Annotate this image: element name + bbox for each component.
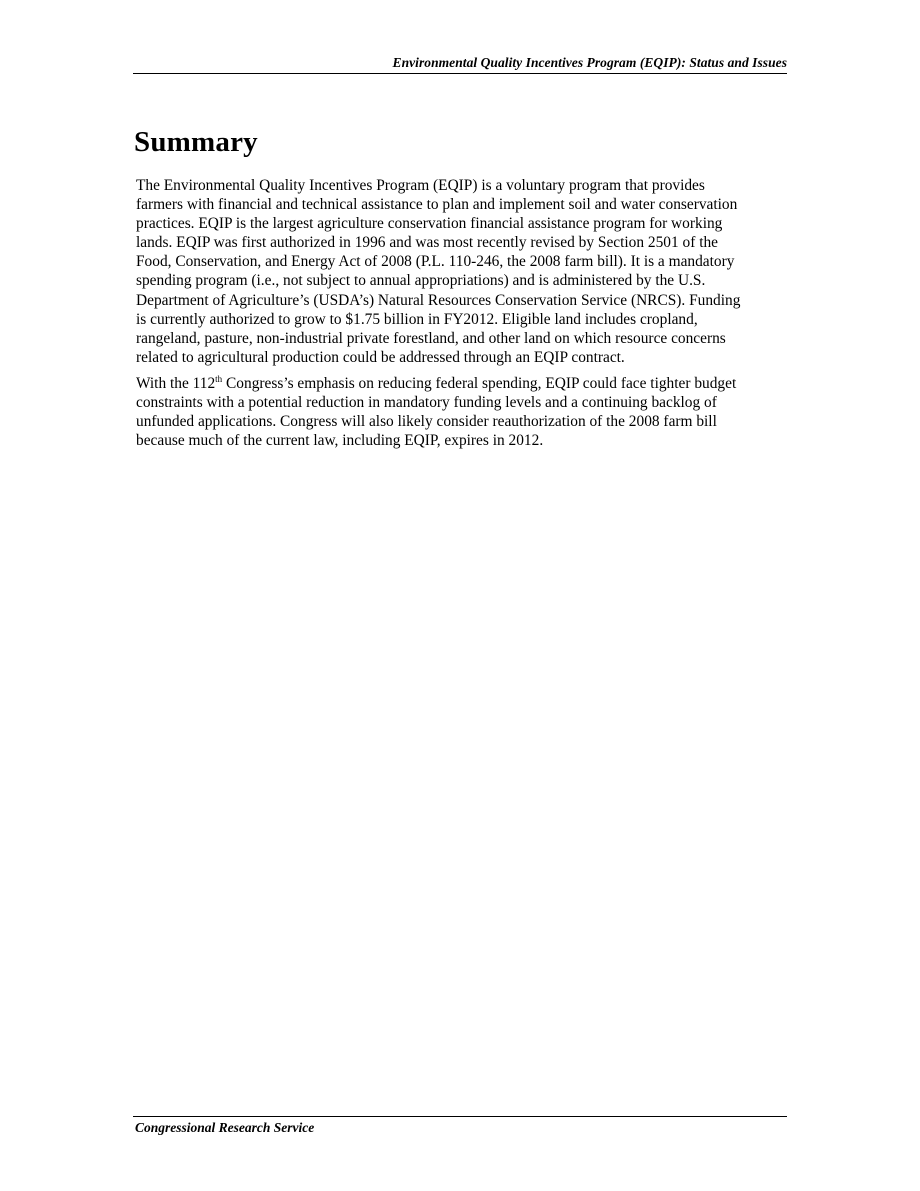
text-line: constraints with a potential reduction in mandatory funding levels and a continuing backlog of <box>136 394 717 412</box>
section-title: Summary <box>134 126 258 158</box>
text-line: lands. EQIP was first authorized in 1996 and was most recently revised by Section 2501 of the <box>136 234 719 252</box>
text-line <box>136 374 790 393</box>
summary-paragraph-1 <box>136 176 790 367</box>
text-line: Food, Conservation, and Energy Act of 2008 (P.L. 110-246, the 2008 farm bill). It is a mandatory <box>136 253 735 271</box>
running-header: Environmental Quality Incentives Program (EQIP): Status and Issues <box>392 55 787 70</box>
running-footer: Congressional Research Service <box>135 1120 315 1135</box>
text-line: Department of Agriculture’s (USDA’s) Natural Resources Conservation Service (NRCS). Funding <box>136 291 741 309</box>
text-line: farmers with financial and technical assistance to plan and implement soil and water conservation <box>136 196 738 214</box>
text-line: practices. EQIP is the largest agriculture conservation financial assistance program for working <box>136 215 723 233</box>
text-line: rangeland, pasture, non-industrial private forestland, and other land on which resource concerns <box>136 329 726 347</box>
ordinal-superscript: th <box>215 373 223 384</box>
text-line: related to agricultural production could be addressed through an EQIP contract. <box>136 348 625 366</box>
summary-paragraph-2 <box>136 374 790 450</box>
footer-rule <box>133 1116 787 1117</box>
text-line: unfunded applications. Congress will also likely consider reauthorization of the 2008 farm bill <box>136 413 717 431</box>
text-line: because much of the current law, including EQIP, expires in 2012. <box>136 432 544 450</box>
text-fragment: With the 112 <box>136 374 216 392</box>
text-line: is currently authorized to grow to $1.75 billion in FY2012. Eligible land includes cropland, <box>136 310 698 328</box>
text-line: spending program (i.e., not subject to annual appropriations) and is administered by the U.S. <box>136 272 706 290</box>
text-line: The Environmental Quality Incentives Program (EQIP) is a voluntary program that provides <box>136 177 705 194</box>
summary-body <box>136 176 790 457</box>
header-rule <box>133 73 787 74</box>
text-fragment: Congress’s emphasis on reducing federal spending, EQIP could face tighter budget <box>222 374 737 392</box>
